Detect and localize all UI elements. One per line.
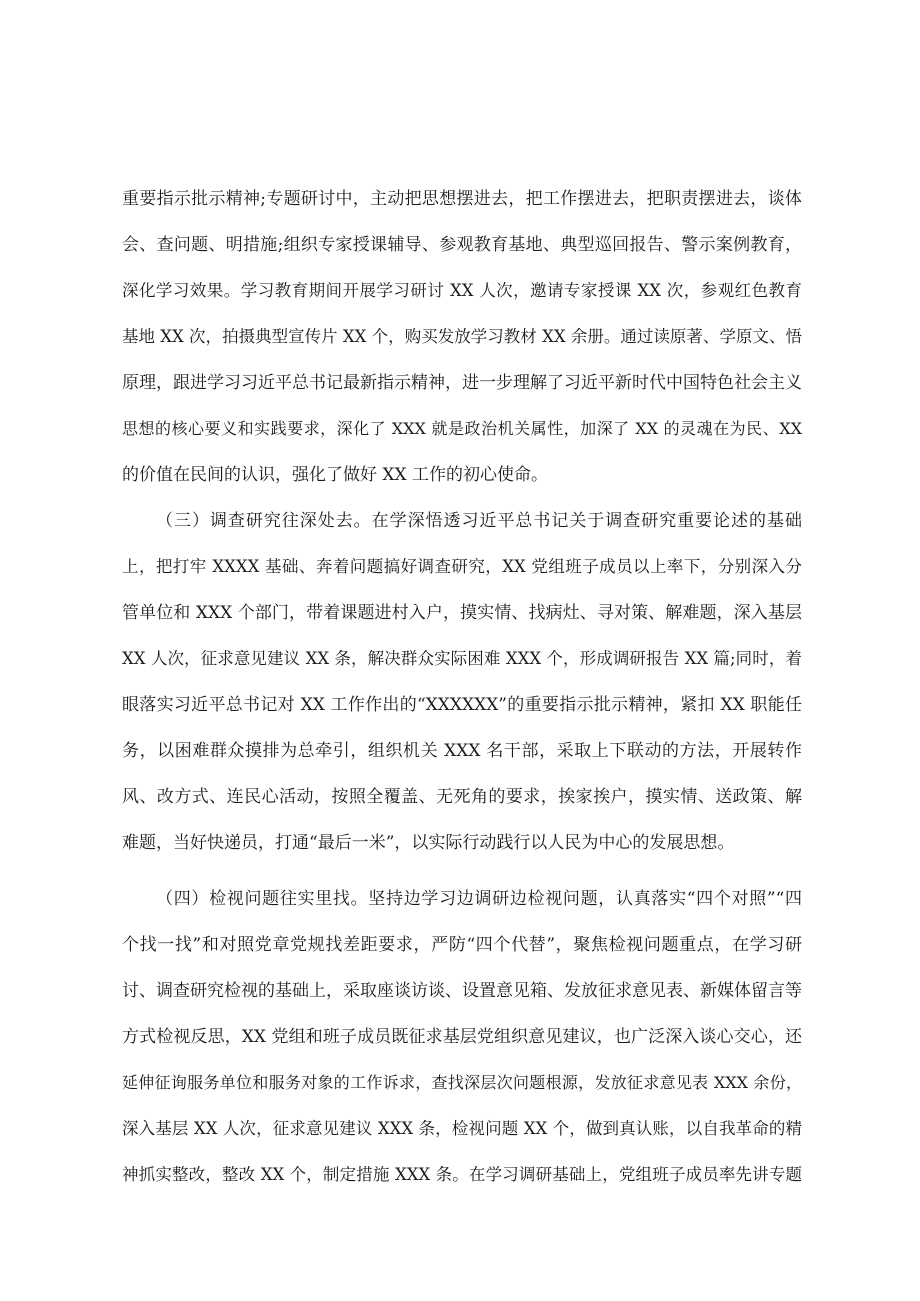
section-heading-line: （三）调查研究往深处去。在学深悟透习近平总书记关于调查研究重要论述的基础: [156, 511, 802, 531]
text-line: 思想的核心要义和实践要求，深化了 XXX 就是政治机关属性，加深了 XX 的灵魂在为民、XX: [122, 419, 802, 438]
text-line: 个找一找”和对照党章党规找差距要求，严防“四个代替”，聚焦检视问题重点，在学习研: [122, 935, 802, 955]
text-line: 管单位和 XXX 个部门，带着课题进村入户，摸实情、找病灶、寻对策、解难题，深入基层: [122, 603, 802, 623]
text-line: 上，把打牢 XXXX 基础、奔着问题搞好调查研究，XX 党组班子成员以上率下，分别深入分: [122, 557, 802, 576]
text-line: 的价值在民间的认识，强化了做好 XX 工作的初心使命。: [122, 465, 549, 485]
section-heading-line: （四）检视问题往实里找。坚持边学习边调研边检视问题，认真落实“四个对照”“四: [156, 889, 802, 909]
text-line: 重要指示批示精神;专题研讨中，主动把思想摆进去，把工作摆进去，把职责摆进去，谈体: [122, 189, 802, 209]
text-line: 眼落实习近平总书记对 XX 工作作出的“XXXXXX”的重要指示批示精神，紧扣 XX 职能任: [122, 695, 802, 715]
text-line: 深化学习效果。学习教育期间开展学习研讨 XX 人次，邀请专家授课 XX 次，参观红色教育: [122, 281, 802, 300]
text-line: 延伸征询服务单位和服务对象的工作诉求，查找深层次问题根源，发放征求意见表 XXX 余份，: [122, 1073, 802, 1092]
text-line: 神抓实整改，整改 XX 个，制定措施 XXX 条。在学习调研基础上，党组班子成员率先讲专题: [122, 1165, 802, 1184]
text-line: 难题，当好快递员，打通“最后一米”，以实际行动践行以人民为中心的发展思想。: [122, 833, 735, 853]
text-line: 讨、调查研究检视的基础上，采取座谈访谈、设置意见箱、发放征求意见表、新媒体留言等: [122, 981, 802, 1001]
text-line: 深入基层 XX 人次，征求意见建议 XXX 条，检视问题 XX 个，做到真认账，以自我革命的精: [122, 1119, 802, 1138]
text-line: 基地 XX 次，拍摄典型宣传片 XX 个，购买发放学习教材 XX 余册。通过读原著、学原文、悟: [122, 327, 802, 346]
text-line: XX 人次，征求意见建议 XX 条，解决群众实际困难 XXX 个，形成调研报告 XX 篇;同时，着: [122, 649, 802, 668]
text-line: 方式检视反思，XX 党组和班子成员既征求基层党组织意见建议，也广泛深入谈心交心，还: [122, 1027, 802, 1047]
text-line: 会、查问题、明措施;组织专家授课辅导、参观教育基地、典型巡回报告、警示案例教育，: [122, 235, 802, 255]
text-line: 务，以困难群众摸排为总牵引，组织机关 XXX 名干部，采取上下联动的方法，开展转作: [122, 741, 802, 761]
text-line: 风、改方式、连民心活动，按照全覆盖、无死角的要求，挨家挨户，摸实情、送政策、解: [122, 787, 802, 807]
text-line: 原理，跟进学习习近平总书记最新指示精神，进一步理解了习近平新时代中国特色社会主义: [122, 373, 802, 393]
